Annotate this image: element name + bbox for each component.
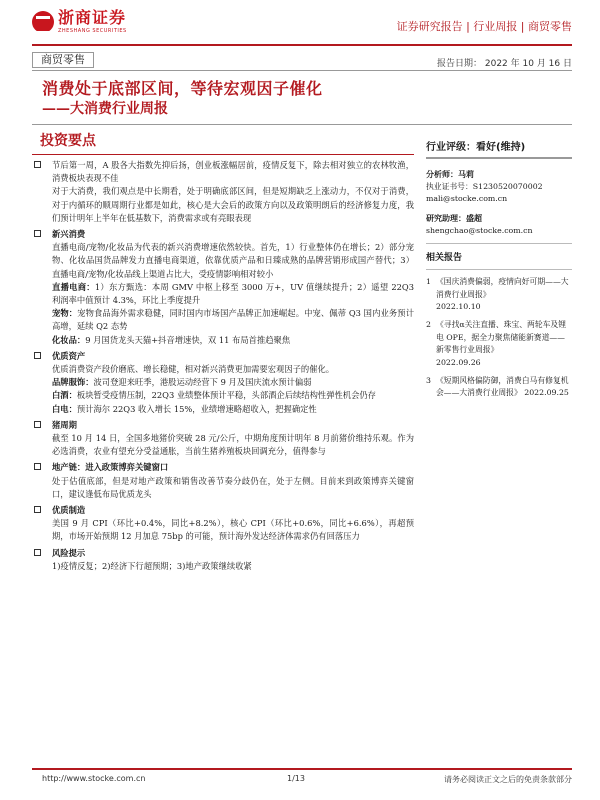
- pet-line: [52, 307, 414, 333]
- logo-icon: [32, 11, 54, 33]
- pig-cycle-paragraph: 截至 10 月 14 日，全国多地猪价突破 28 元/公斤，中期角度预计明年 8 月前猪价维持乐观。作为必选消费，农业有望充分受益通胀，当前生猪养殖板块回调充分，值得参与: [52, 433, 414, 457]
- liquor-line: [52, 389, 414, 402]
- sidebar: [426, 130, 572, 460]
- pet-text: 宠物食品海外需求稳健，同时国内市场国产品牌正加速崛起。中宠、佩蒂 Q3 国内业务预计高增，延续 Q2 态势: [52, 308, 414, 332]
- footer-url[interactable]: http://www.stocke.com.cn: [42, 774, 146, 783]
- assistant-email[interactable]: shengchao@stocke.com.cn: [426, 226, 533, 235]
- pig-cycle-item: [32, 419, 414, 459]
- intro-paragraph-2: 对于大消费，我们观点是中长期看，处于明确底部区间，但是短期缺乏上涨动力，不仅对于消费，对于内循环的顺周期行业都是如此，核心是大会后的政策方向以及政策明朗后的经济修复力度，我们预计明年上半年在低基数下，消费需求或有亮眼表现: [52, 186, 414, 223]
- industry-rating: 行业评级：看好(维持): [426, 142, 526, 153]
- liquor-label: 白酒：: [52, 390, 77, 401]
- pet-label: 宠物：: [52, 308, 78, 319]
- real-estate-heading: 地产链：进入政策博弈关键窗口: [52, 462, 169, 473]
- brand-apparel-text: 波司登迎来旺季，港股运动经营下 9 月及国庆流水预计偏弱: [93, 377, 312, 388]
- new-consumer-item: [32, 228, 414, 347]
- investment-highlights-heading: 投资要点: [40, 133, 96, 149]
- quality-manufacturing-paragraph: 美国 9 月 CPI（环比+0.4%，同比+8.2%），核心 CPI（环比+0.6%，同比+6.6%），再超预期，市场开始预期 12 月加息 75bp 的可能，预计海外发达经济体需求仍有回落压力: [52, 518, 414, 542]
- related-report-number: 3: [426, 375, 431, 385]
- quality-assets-item: [32, 350, 414, 416]
- related-report-item[interactable]: [426, 375, 572, 400]
- checkbox-bullet-icon: [34, 421, 41, 428]
- related-report-date: 2022.09.25: [524, 388, 569, 397]
- risk-item: [32, 547, 414, 573]
- checkbox-bullet-icon: [34, 352, 41, 359]
- analyst-cert: 执业证书号：S1230520070002: [426, 182, 543, 191]
- section-divider: [32, 154, 414, 155]
- cosmetic-label: 化妆品：: [52, 334, 86, 345]
- liquor-text: 板块暂受疫情压制，22Q3 业绩整体预计平稳，头部酒企后续结构性弹性机会仍存: [76, 390, 376, 401]
- page-header: [0, 0, 600, 46]
- live-commerce-label: 直播电商：: [52, 281, 95, 292]
- logo-subtext: ZHESHANG SECURITIES: [58, 28, 127, 34]
- sidebar-divider: [426, 157, 572, 159]
- checkbox-bullet-icon: [34, 230, 41, 237]
- live-commerce-line: [52, 281, 414, 307]
- quality-manufacturing-heading: 优质制造: [52, 505, 86, 516]
- related-reports-heading: 相关报告: [426, 253, 463, 263]
- logo-text: 浙商证券: [58, 8, 127, 27]
- intro-paragraph-1: 节后第一周，A 股各大指数先抑后扬，创业板涨幅居前，疫情反复下，除去相对独立的农林牧渔，消费板块表现不佳: [52, 160, 414, 184]
- related-report-number: 1: [426, 277, 431, 286]
- real-estate-paragraph: 处于估值底部，但是对地产政策和销售改善节奏分歧仍在，处于左侧。目前来到政策博弈关键窗口，建议逢低布局优质龙头: [52, 475, 414, 499]
- report-title: 消费处于底部区间，等待宏观因子催化: [42, 79, 323, 98]
- quality-assets-paragraph: 优质消费资产段价磨底、增长稳健，相对新兴消费更加需要宏观因子的催化。: [52, 364, 335, 375]
- real-estate-item: [32, 461, 414, 501]
- assistant-name: 研究助理：盛超: [426, 214, 482, 223]
- company-logo: [32, 10, 127, 34]
- checkbox-bullet-icon: [34, 161, 41, 168]
- footer-divider: [32, 768, 572, 770]
- pig-cycle-heading: 猪周期: [52, 419, 77, 430]
- related-report-date: 2022.10.10: [436, 302, 481, 311]
- related-report-title: 《寻找α关注直播、珠宝、两轮车及锂电 OPE，据全力聚焦储能新赛道——新零售行业周报》: [436, 320, 567, 354]
- related-report-item[interactable]: [426, 319, 572, 357]
- checkbox-bullet-icon: [34, 549, 41, 556]
- page-number: 1/13: [287, 774, 305, 783]
- appliance-text: 预计海尔 22Q3 收入增长 15%，业绩增速略超收入，把握确定性: [76, 403, 317, 414]
- report-category-nav: 证券研究报告 | 行业周报 | 商贸零售: [396, 20, 572, 33]
- main-content: [32, 130, 414, 750]
- appliance-line: [52, 403, 414, 416]
- risk-heading: 风险提示: [52, 547, 86, 558]
- checkbox-bullet-icon: [34, 463, 41, 470]
- related-report-date: 2022.09.26: [436, 357, 481, 367]
- footer-disclaimer: 请务必阅读正文之后的免责条款部分: [444, 775, 572, 784]
- cosmetic-text: 9 月国货龙头天猫+抖音增速快，双 11 布局首推趋聚焦: [85, 334, 291, 345]
- brand-apparel-label: 品牌服饰：: [52, 377, 94, 388]
- sector-tag: 商贸零售: [32, 52, 94, 68]
- quality-assets-heading: 优质资产: [52, 350, 86, 361]
- related-report-item[interactable]: [426, 276, 572, 301]
- new-consumer-paragraph: 直播电商/宠物/化妆品为代表的新兴消费增速依然较快。首先，1）行业整体仍在增长；2）部分宠物、化妆品国货品牌发力直播电商渠道，依靠优质产品和日臻成熟的品牌营销形成国产替代；3）直播电商/宠物/化妆品线上渠道占比大，受疫情影响相对较小: [52, 242, 414, 279]
- risk-paragraph: 1)疫情反复；2)经济下行超预期；3)地产政策继续收紧: [52, 560, 252, 571]
- quality-manufacturing-item: [32, 504, 414, 544]
- report-date: 报告日期： 2022 年 10 月 16 日: [437, 59, 572, 69]
- report-subtitle: ——大消费行业周报: [42, 101, 168, 117]
- related-report-number: 2: [426, 320, 431, 329]
- analyst-name: 分析师：马莉: [426, 170, 474, 179]
- title-divider: [32, 124, 572, 125]
- header-divider: [32, 44, 572, 46]
- related-report-title: 《短期风格偏防御，消费白马有修复机会——大消费行业周报》: [436, 375, 569, 397]
- checkbox-bullet-icon: [34, 506, 41, 513]
- appliance-label: 白电：: [52, 403, 77, 414]
- cosmetic-line: [52, 334, 414, 347]
- sector-row: [32, 50, 572, 70]
- new-consumer-heading: 新兴消费: [52, 229, 86, 240]
- sector-divider: [32, 70, 572, 71]
- sidebar-divider-thin: [426, 269, 572, 270]
- brand-apparel-line: [52, 376, 414, 389]
- related-report-title: 《国庆消费偏弱，疫情向好可期——大消费行业周报》: [436, 277, 569, 299]
- analyst-email[interactable]: mali@stocke.com.cn: [426, 194, 508, 203]
- live-commerce-text: 1）东方甄选：本周 GMV 中枢上移至 3000 万+，UV 值继续提升；2）遥望 22Q3 利润率中值预计 4.3%，环比上季度提升: [52, 281, 414, 306]
- sidebar-divider-thin: [426, 243, 572, 244]
- analyst-block: [426, 169, 572, 237]
- intro-item: [32, 159, 414, 225]
